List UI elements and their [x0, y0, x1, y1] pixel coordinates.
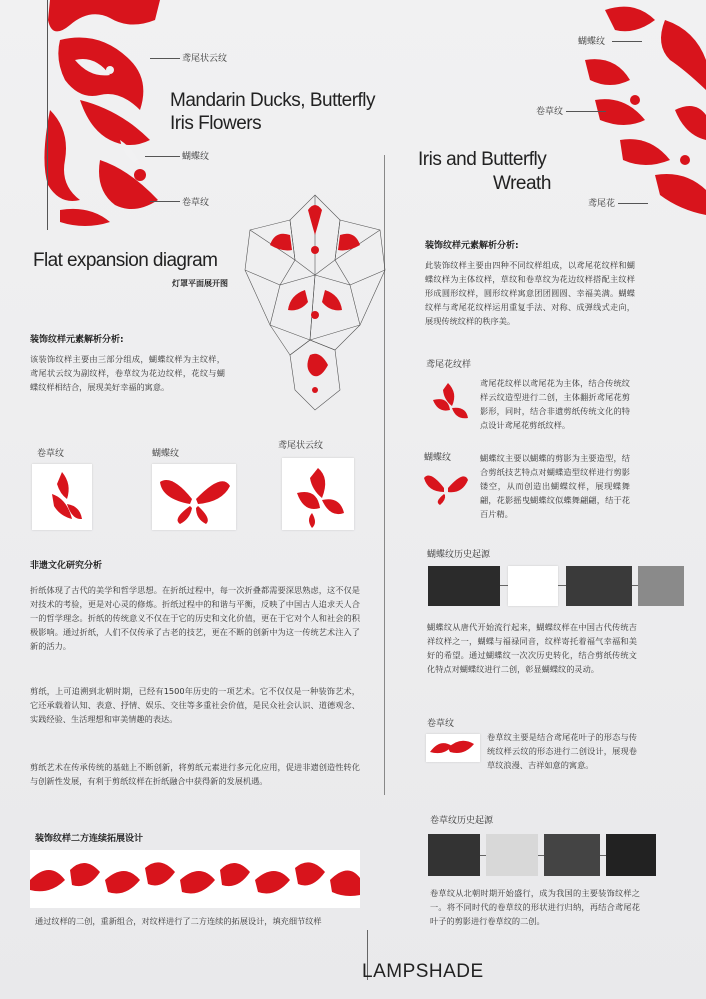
iris-label: 鸢尾花纹样 [426, 360, 472, 370]
butterfly-history-image-1 [428, 566, 500, 606]
sample-label-cloud: 鸢尾状云纹 [278, 441, 324, 451]
sample-scroll-image [32, 464, 92, 530]
right-title-line-1: Iris and Butterfly [418, 149, 547, 170]
butterfly-history-text: 蝴蝶纹从唐代开始流行起来，蝴蝶纹样在中国古代传统吉祥纹样之一，蝴蝶与福禄同音，纹样寄托着福气幸福和美好的希望。通过蝴蝶纹一次次历史转化，结合剪纸传统文化特点对蝴蝶纹进行二创，彰显蝴蝶纹的灵动。 [427, 622, 637, 674]
left-title-line-2: Iris Flowers [170, 113, 262, 134]
iris-text: 鸢尾花纹样以鸢尾花为主体，结合传统纹样云纹造型进行二创，主体翻折鸢尾花剪影形，同时，结合非遗剪纸传统文化的特点设计鸢尾花剪纸纹样。 [480, 378, 630, 430]
scroll-label: 卷草纹 [427, 719, 455, 729]
right-title-line-2: Wreath [493, 173, 551, 194]
left-title-line-1: Mandarin Ducks, Butterfly [170, 90, 376, 111]
sample-butterfly-image [152, 464, 236, 530]
butterfly-history-image-4 [638, 566, 684, 606]
callout-right-butterfly: 蝴蝶纹 [578, 37, 606, 47]
callout-cloud-pattern: 鸢尾状云纹 [182, 54, 228, 64]
butterfly-label: 蝴蝶纹 [424, 453, 452, 463]
flat-expansion-subtitle: 灯罩平面展开图 [172, 279, 228, 288]
butterfly-history-image-3 [566, 566, 632, 606]
scroll-history-image-3 [544, 834, 600, 876]
sample-cloud-image [282, 458, 354, 530]
right-analysis-text: 此装饰纹样主要由四种不同纹样组成，以鸢尾花纹样和蝴蝶纹样为主体纹样，草纹和卷草纹为花边纹样搭配主纹样形成圆形纹样，圆形纹样寓意团团圆圆、幸福美满。蝴蝶纹样与鸢尾花纹样运用重复手法、对称、成弹线式走向，展现传统纹样的秩序美。 [425, 260, 635, 326]
scroll-history-heading: 卷草纹历史起源 [430, 816, 494, 826]
scroll-sample-image [426, 734, 480, 762]
butterfly-text: 蝴蝶纹主要以蝴蝶的剪影为主要造型，结合剪纸技艺特点对蝴蝶造型纹样进行剪影镂空，从而创造出蝴蝶纹样，展现蝶舞翩，花影摇曳蝴蝶纹似蝶舞翩翩，结于花百片精。 [480, 453, 630, 519]
sample-label-butterfly: 蝴蝶纹 [152, 449, 180, 459]
top-left-iris-papercut [40, 0, 170, 230]
butterfly-history-heading: 蝴蝶纹历史起源 [427, 550, 491, 560]
scroll-history-image-4 [606, 834, 656, 876]
callout-scroll-pattern: 卷草纹 [182, 198, 210, 208]
butterfly-sample-image [422, 468, 470, 506]
callout-right-iris: 鸢尾花 [588, 199, 616, 209]
border-pattern-strip [30, 850, 360, 908]
heritage-heading: 非遗文化研究分析 [30, 561, 103, 571]
border-design-heading: 装饰纹样二方连续拓展设计 [35, 834, 144, 844]
heritage-paragraph-3: 剪纸艺术在传承传统的基础上不断创新，将剪纸元素进行多元化应用，促进非遗创造性转化与创新性发展，有利于剪纸纹样在折纸融合中获得新的发展机遇。 [30, 762, 360, 786]
callout-butterfly-pattern: 蝴蝶纹 [182, 152, 210, 162]
flat-expansion-diagram [240, 190, 390, 415]
iris-sample-image [428, 378, 470, 424]
border-design-caption: 通过纹样的二创，重新组合，对纹样进行了二方连续的拓展设计，填充细节纹样 [35, 916, 322, 926]
left-analysis-heading: 装饰纹样元素解析分析: [30, 335, 124, 345]
footer-lampshade-title: LAMPSHADE [362, 961, 484, 982]
left-analysis-text: 该装饰纹样主要由三部分组成，蝴蝶纹样为主纹样，鸢尾状云纹为副纹样，卷草纹为花边纹样，花纹与蝴蝶纹样相结合，展现美好幸福的寓意。 [30, 354, 225, 392]
callout-right-scroll: 卷草纹 [536, 107, 564, 117]
flat-expansion-title: Flat expansion diagram [33, 250, 218, 271]
scroll-history-image-2 [486, 834, 538, 876]
butterfly-history-image-2 [508, 566, 558, 606]
scroll-history-image-1 [428, 834, 480, 876]
sample-label-scroll: 卷草纹 [37, 449, 65, 459]
right-analysis-heading: 装饰纹样元素解析分析: [425, 241, 519, 251]
heritage-paragraph-2: 剪纸，上可追溯到北朝时期，已经有1500年历史的一项艺术。它不仅仅是一种装饰艺术，它还承载着认知、表意、抒情、娱乐、交往等多重社会价值，是民众社会认识、道德观念、实践经验、生活理想和审美情趣的表达。 [30, 686, 360, 724]
top-right-wreath-papercut [575, 0, 706, 220]
heritage-paragraph-1: 折纸体现了古代的美学和哲学思想。在折纸过程中，每一次折叠都需要深思熟虑，这不仅是对技术的考验，更是对心灵的修炼。折纸过程中的和谐与平衡，反映了中国古人追求天人合一的哲学理念。折纸的传统意义不仅在于它的历史和文化价值，更在于它对个人和社会的积极影响。通过折纸，人们不仅传承了古老的技艺，更在不断的创新中为这一传统艺术注入了新的活力。 [30, 585, 360, 651]
scroll-text: 卷草纹主要是结合鸢尾花叶子的形态与传统纹样云纹的形态进行二创设计，展现卷草纹浪漫、吉祥如意的寓意。 [487, 732, 637, 770]
scroll-history-text: 卷草纹从北朝时期开始盛行，成为我国的主要装饰纹样之一。将不同时代的卷草纹的形状进行归纳，再结合鸢尾花叶子的剪影进行卷草纹的二创。 [430, 888, 640, 926]
